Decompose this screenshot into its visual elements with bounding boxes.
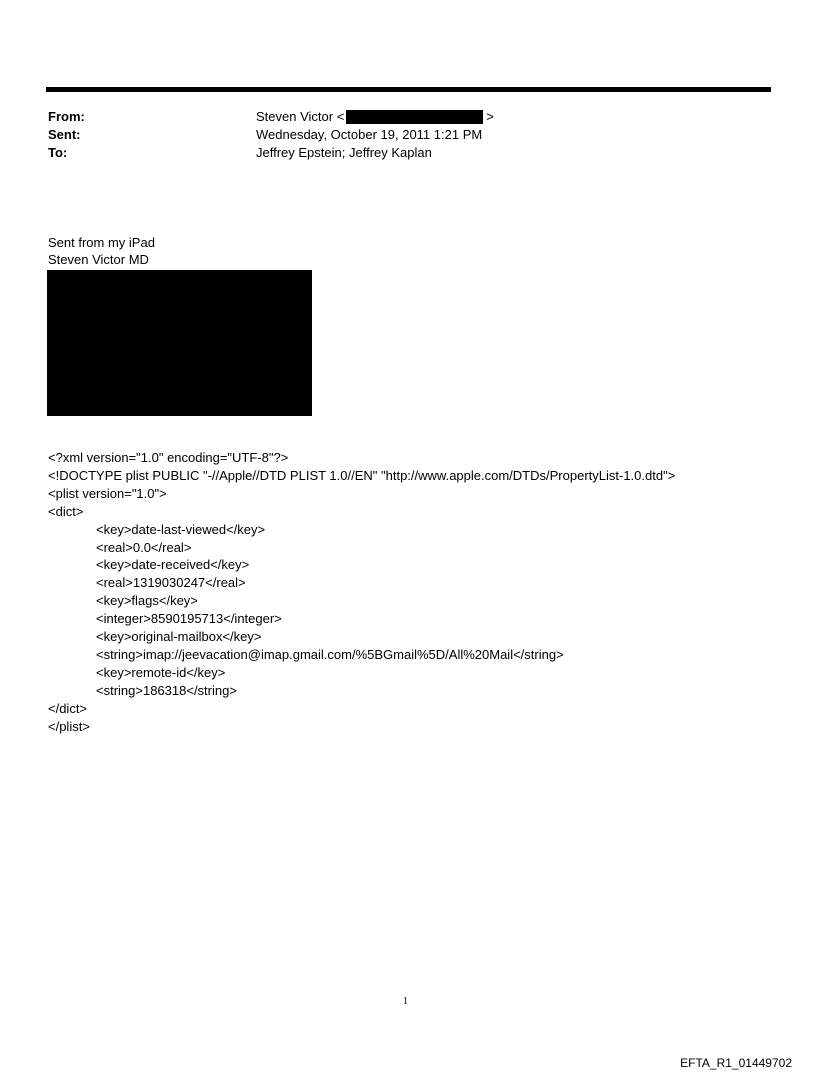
xml-line: </dict> — [48, 700, 88, 716]
to-label: To: — [48, 145, 68, 160]
plist-xml-block — [48, 449, 675, 736]
to-value: Jeffrey Epstein; Jeffrey Kaplan — [256, 145, 432, 160]
xml-line: <real>1319030247</real> — [96, 575, 246, 591]
xml-line: <real>0.0</real> — [96, 539, 192, 555]
email-header — [48, 108, 494, 162]
header-rule — [46, 87, 771, 92]
from-label: From: — [48, 109, 85, 124]
xml-line: <key>date-received</key> — [96, 557, 250, 573]
document-id: EFTA_R1_01449702 — [680, 1056, 792, 1070]
from-value — [256, 108, 494, 126]
body-line-signature: Steven Victor MD — [48, 252, 149, 267]
xml-line: <key>original-mailbox</key> — [96, 629, 262, 645]
email-body — [48, 234, 155, 268]
xml-line: <string>imap://jeevacation@imap.gmail.com/%5BGmail%5D/All%20Mail</string> — [96, 646, 564, 662]
xml-line: </plist> — [48, 718, 90, 734]
from-name: Steven Victor < — [256, 109, 345, 124]
redacted-email — [346, 110, 483, 124]
from-suffix: > — [486, 109, 494, 124]
xml-line: <dict> — [48, 503, 84, 519]
xml-line: <string>186318</string> — [96, 682, 237, 698]
xml-line: <plist version="1.0"> — [48, 485, 167, 501]
xml-line: <key>remote-id</key> — [96, 664, 226, 680]
xml-line: <?xml version="1.0" encoding="UTF-8"?> — [48, 450, 289, 465]
xml-line: <key>date-last-viewed</key> — [96, 521, 266, 537]
sent-label: Sent: — [48, 127, 81, 142]
xml-line: <integer>8590195713</integer> — [96, 611, 282, 627]
page-number: 1 — [403, 996, 408, 1007]
xml-line: <!DOCTYPE plist PUBLIC "-//Apple//DTD PLIST 1.0//EN" "http://www.apple.com/DTDs/PropertyList-1.0.dtd"> — [48, 467, 676, 483]
sent-value: Wednesday, October 19, 2011 1:21 PM — [256, 127, 483, 142]
from-row — [48, 108, 494, 126]
to-row — [48, 144, 494, 162]
xml-line: <key>flags</key> — [96, 593, 198, 609]
sent-row — [48, 126, 494, 144]
redacted-signature-block — [47, 270, 312, 416]
body-line-sent-from: Sent from my iPad — [48, 235, 155, 250]
